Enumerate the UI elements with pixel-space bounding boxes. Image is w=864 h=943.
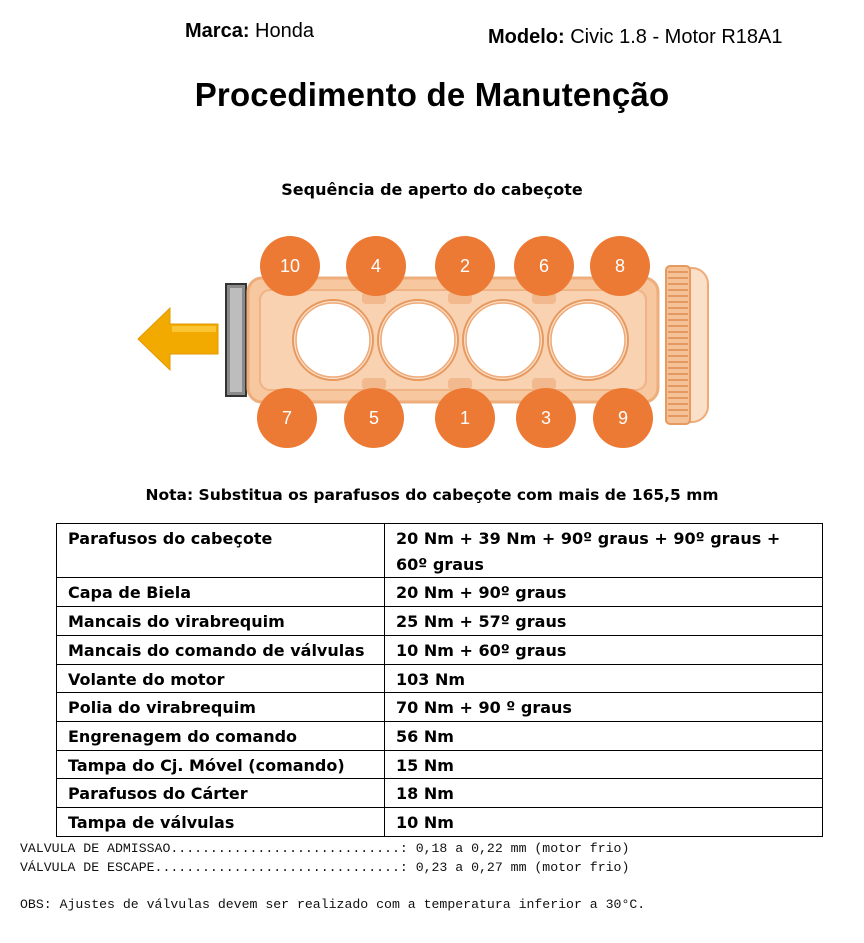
model-value: Civic 1.8 - Motor R18A1 (570, 26, 783, 48)
cam-pulley (666, 266, 708, 424)
torque-value-cell: 70 Nm + 90 º graus (385, 693, 823, 722)
part-name-cell: Volante do motor (57, 664, 385, 693)
part-name-cell: Parafusos do Cárter (57, 779, 385, 808)
bolt-replacement-note: Nota: Substitua os parafusos do cabeçote com mais de 165,5 mm (145, 486, 719, 504)
bolt-number: 5 (368, 408, 380, 428)
part-name-cell: Parafusos do cabeçote (57, 524, 385, 578)
part-name-cell: Polia do virabrequim (57, 693, 385, 722)
bolt-number: 6 (538, 256, 550, 276)
bolt-marker (593, 388, 653, 448)
torque-value-cell: 25 Nm + 57º graus (385, 607, 823, 636)
obs-note: OBS: Ajustes de válvulas devem ser realizado com a temperatura inferior a 30°C. (20, 897, 646, 912)
part-name-cell: Mancais do comando de válvulas (57, 635, 385, 664)
bolt-number: 3 (540, 408, 552, 428)
table-row (57, 524, 823, 578)
direction-arrow-icon (138, 308, 218, 370)
bolt-marker (590, 236, 650, 296)
bolt-number: 10 (279, 256, 301, 276)
brand-value: Honda (255, 20, 314, 42)
torque-value-cell: 10 Nm + 60º graus (385, 635, 823, 664)
cylinder-head-diagram (130, 228, 720, 456)
page-title: Procedimento de Manutenção (194, 76, 670, 113)
bolt-number: 7 (281, 408, 293, 428)
exhaust-valve-spec: VÁLVULA DE ESCAPE...............................: 0,23 a 0,27 mm (motor frio) (20, 860, 630, 875)
table-row (57, 779, 823, 808)
table-row (57, 664, 823, 693)
bolt-marker (435, 236, 495, 296)
bolt-marker (435, 388, 495, 448)
diagram-title: Sequência de aperto do cabeçote (281, 180, 583, 199)
bolt-number: 2 (459, 256, 471, 276)
brand-label: Marca: (185, 20, 250, 42)
bolt-number: 1 (459, 408, 471, 428)
torque-table (56, 523, 823, 837)
bolt-marker (516, 388, 576, 448)
table-row (57, 750, 823, 779)
bolt-number: 9 (617, 408, 629, 428)
bolt-marker (346, 236, 406, 296)
bolt-number: 8 (614, 256, 626, 276)
table-row (57, 693, 823, 722)
torque-value-cell: 20 Nm + 39 Nm + 90º graus + 90º graus + 60º graus (385, 524, 823, 578)
table-row (57, 607, 823, 636)
brand-field (185, 20, 314, 43)
torque-value-cell: 20 Nm + 90º graus (385, 578, 823, 607)
part-name-cell: Tampa do Cj. Móvel (comando) (57, 750, 385, 779)
bolt-marker (257, 388, 317, 448)
part-name-cell: Capa de Biela (57, 578, 385, 607)
torque-value-cell: 56 Nm (385, 721, 823, 750)
table-row (57, 635, 823, 664)
table-row (57, 578, 823, 607)
table-row (57, 808, 823, 837)
part-name-cell: Engrenagem do comando (57, 721, 385, 750)
torque-value-cell: 10 Nm (385, 808, 823, 837)
model-field (488, 26, 783, 49)
bolt-marker (514, 236, 574, 296)
intake-valve-spec: VALVULA DE ADMISSAO.............................: 0,18 a 0,22 mm (motor frio) (20, 841, 630, 856)
table-row (57, 721, 823, 750)
cylinder-head-block (248, 278, 658, 402)
torque-value-cell: 15 Nm (385, 750, 823, 779)
bolt-number: 4 (370, 256, 382, 276)
bolt-marker (260, 236, 320, 296)
torque-value-cell: 103 Nm (385, 664, 823, 693)
torque-value-cell: 18 Nm (385, 779, 823, 808)
part-name-cell: Tampa de válvulas (57, 808, 385, 837)
part-name-cell: Mancais do virabrequim (57, 607, 385, 636)
bolt-marker (344, 388, 404, 448)
model-label: Modelo: (488, 26, 565, 48)
